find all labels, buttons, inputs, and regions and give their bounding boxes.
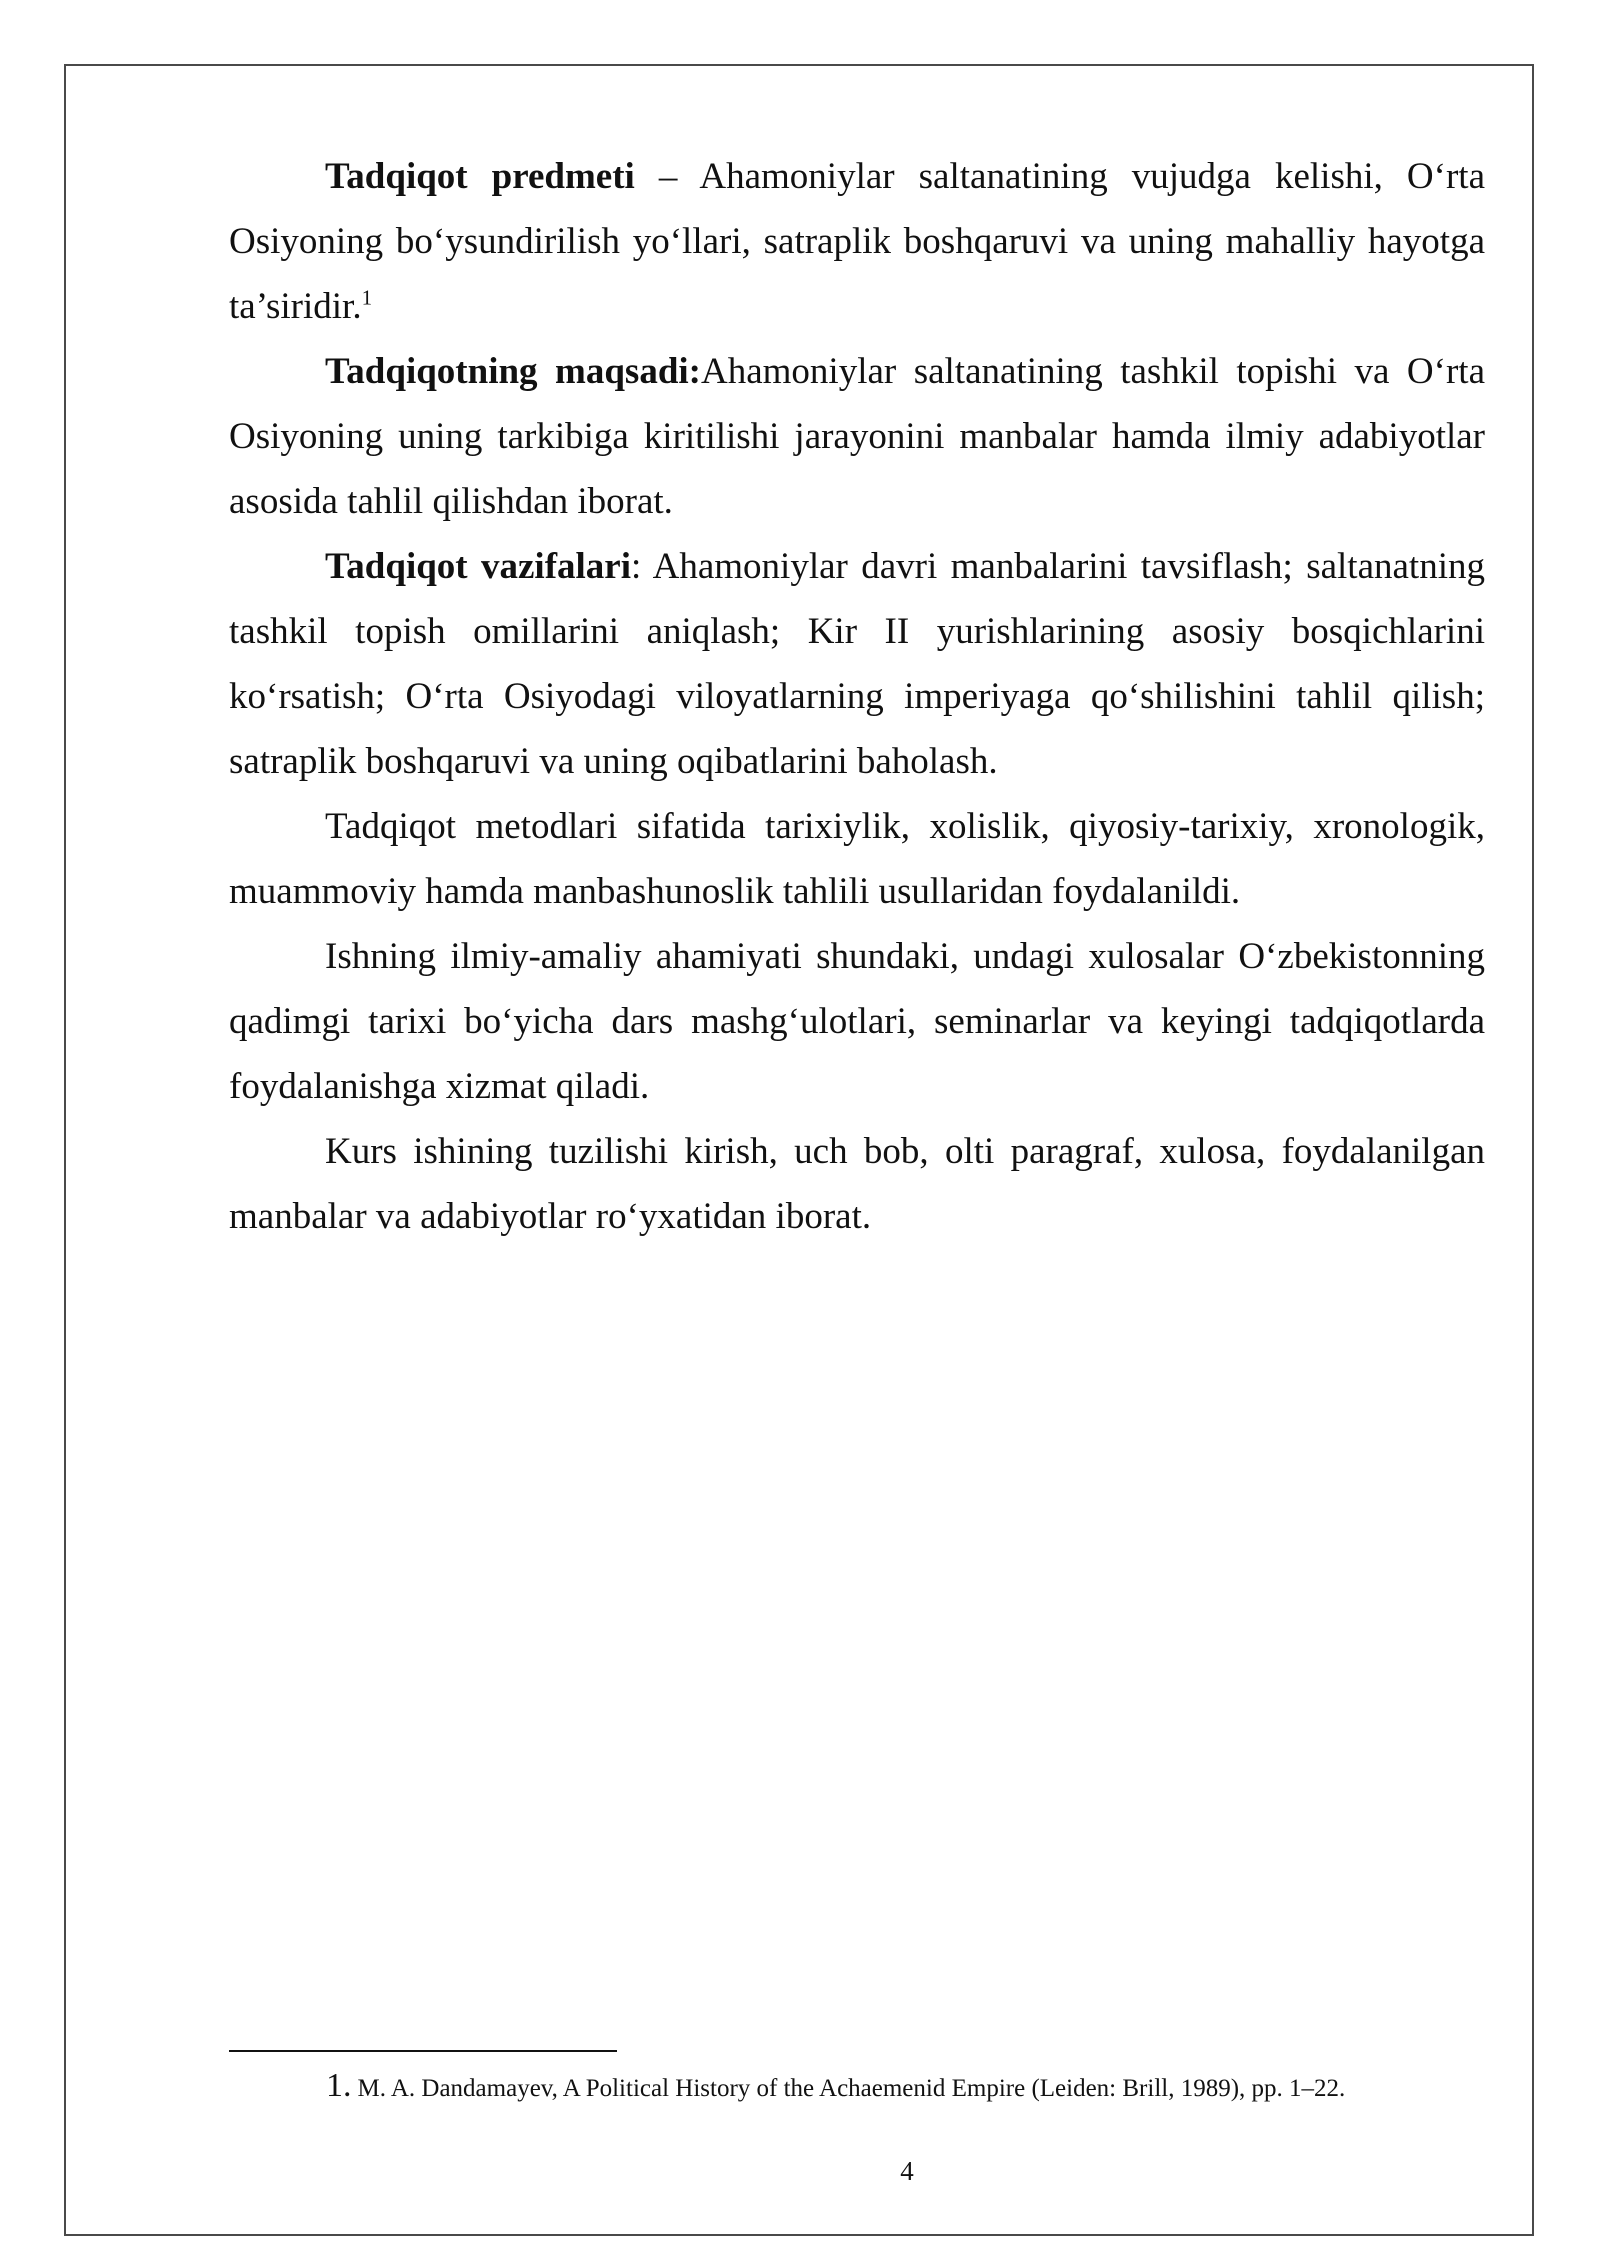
page-number: 4 bbox=[900, 2156, 914, 2186]
paragraph-research-methods: Tadqiqot metodlari sifatida tarixiylik, xolislik, qiyosiy-tarixiy, xronologik, muammoviy hamda manbashunoslik tahlili usullaridan foydalanildi. bbox=[229, 806, 1485, 912]
paragraph-heading-research-goal: Tadqiqotning maqsadi: bbox=[325, 351, 701, 392]
paragraph-work-structure: Kurs ishining tuzilishi kirish, uch bob, olti paragraf, xulosa, foydalanilgan manbalar va adabiyotlar ro‘yxatidan iborat. bbox=[229, 1131, 1485, 1237]
footnote-number: 1. bbox=[326, 2067, 352, 2104]
page-body bbox=[229, 144, 1485, 1249]
paragraph-research-tasks bbox=[229, 534, 1485, 794]
footnote-reference[interactable]: 1 bbox=[361, 285, 373, 310]
paragraph-practical-significance: Ishning ilmiy-amaliy ahamiyati shundaki, undagi xulosalar O‘zbekistonning qadimgi tarixi bo‘yicha dars mashg‘ulotlari, seminarlar va keyingi tadqiqotlarda foydalanishga xizmat qiladi. bbox=[229, 936, 1485, 1107]
paragraph-research-goal bbox=[229, 339, 1485, 534]
paragraph-heading-research-subject: Tadqiqot predmeti bbox=[325, 156, 635, 197]
paragraph-text-research-subject: – Ahamoniylar saltanatining vujudga kelishi, O‘rta Osiyoning bo‘ysundirilish yo‘llari, satraplik boshqaruvi va uning mahalliy hayotga ta’siridir. bbox=[229, 156, 1485, 327]
footnote-text: M. A. Dandamayev, A Political History of the Achaemenid Empire (Leiden: Brill, 1989), pp. 1–22. bbox=[357, 2075, 1346, 2102]
paragraph-text-research-tasks: : Ahamoniylar davri manbalarini tavsiflash; saltanatning tashkil topish omillarini aniqlash; Kir II yurishlarining asosiy bosqichlarini ko‘rsatish; O‘rta Osiyodagi viloyatlarning imperiyaga qo‘shilishini tahlil qilish; satraplik boshqaruvi va uning oqibatlarini baholash. bbox=[229, 546, 1485, 782]
paragraph-heading-research-tasks: Tadqiqot vazifalari bbox=[325, 546, 632, 587]
footnote bbox=[326, 2068, 1506, 2107]
paragraph-text-research-goal: Ahamoniylar saltanatining tashkil topishi va O‘rta Osiyoning uning tarkibiga kiritilishi jarayonini manbalar hamda ilmiy adabiyotlar asosida tahlil qilishdan iborat. bbox=[229, 351, 1485, 522]
paragraph-research-subject bbox=[229, 144, 1485, 339]
footnote-separator bbox=[229, 2050, 617, 2052]
